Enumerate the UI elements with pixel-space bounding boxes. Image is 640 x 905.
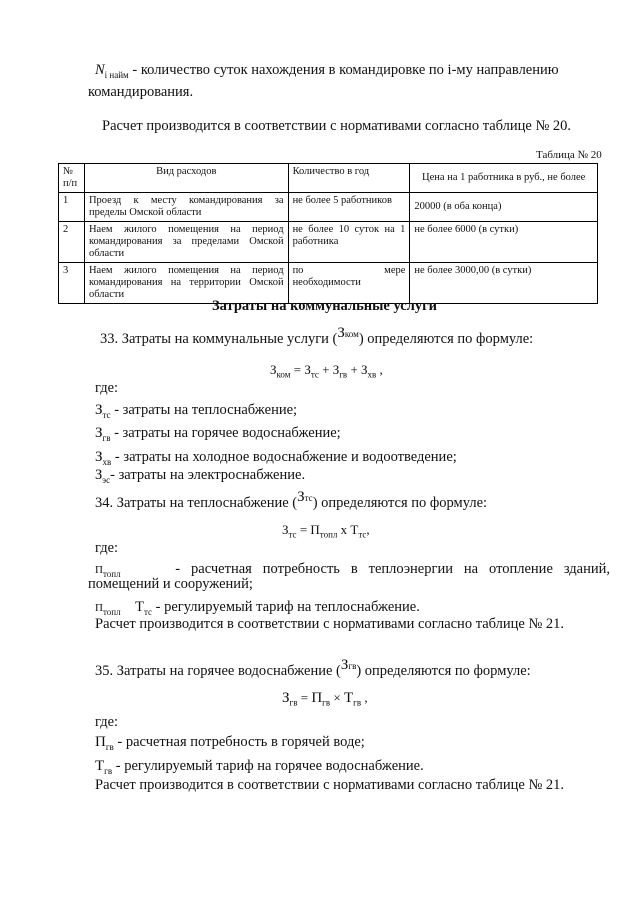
row3-num: 3 bbox=[59, 263, 85, 304]
row3-qty: по мере необходимости bbox=[288, 263, 410, 304]
row1-type: Проезд к месту командирования за пределы Омской области bbox=[84, 193, 288, 222]
intro-text: - количество суток нахождения в командировке по i-му направлению bbox=[132, 62, 559, 78]
paragraph-34: 34. Затраты на теплоснабжение ($^{Зтс}$) определяются по формуле: bbox=[95, 489, 488, 511]
row1-qty: не более 5 работников bbox=[288, 193, 410, 222]
row1-price: 20000 (в оба конца) bbox=[410, 193, 598, 222]
formula-35: $З_{гв} = П_{гв} \times Т_{гв}$ , bbox=[282, 690, 368, 708]
row3-price: не более 3000,00 (в сутки) bbox=[410, 263, 598, 304]
table21-reference-2: Расчет производится в соответствии с нормативами согласно таблице № 21. bbox=[95, 777, 565, 793]
row2-qty: не более 10 суток на 1 работника bbox=[288, 222, 410, 263]
def-zhv: $З_{хв}$ - затраты на холодное водоснабжение и водоотведение; bbox=[95, 449, 457, 467]
formula-34: $З_{тс} = П_{топл}$ х $Т_{тс}$, bbox=[282, 522, 370, 540]
table21-reference-1: Расчет производится в соответствии с нормативами согласно таблице № 21. bbox=[95, 616, 565, 632]
table-caption: Таблица № 20 bbox=[536, 149, 602, 161]
header-price: Цена на 1 работника в руб., не более bbox=[410, 164, 598, 193]
where-label-2: где: bbox=[95, 540, 119, 556]
def-zes: $З_{эс}-$ затраты на электроснабжение. bbox=[95, 467, 306, 485]
def-ttc: $П_{топл}$ $Т_{тс}$ - регулируемый тариф на теплоснабжение. bbox=[95, 599, 420, 617]
section-heading: Затраты на коммунальные услуги bbox=[212, 298, 438, 314]
row2-price: не более 6000 (в сутки) bbox=[410, 222, 598, 263]
def-zgv: $З_{гв}$ - затраты на горячее водоснабжение; bbox=[95, 425, 341, 443]
header-num: № п/п bbox=[59, 164, 85, 193]
def-ptopl-cont: помещений и сооружений; bbox=[88, 576, 253, 592]
table-row bbox=[59, 222, 598, 263]
expenses-table bbox=[58, 163, 598, 304]
paragraph-33: 33. Затраты на коммунальные услуги ($^{Зком}$) определяются по формуле: bbox=[100, 325, 534, 347]
def-ptopl: $П_{топл}$ - расчетная потребность в теплоэнергии на отопление зданий, bbox=[95, 561, 611, 579]
table20-reference: Расчет производится в соответствии с нормативами согласно таблице № 20. bbox=[102, 118, 572, 134]
intro-line-1: $N_{i найм}$ - количество суток нахождения в командировке по i-му направлению bbox=[95, 62, 559, 80]
row2-type: Наем жилого помещения на период командирования за пределами Омской области bbox=[84, 222, 288, 263]
formula-33: $З_{ком} = З_{тс} + З_{гв} + З_{хв}$ , bbox=[270, 362, 383, 380]
row3-type: Наем жилого помещения на период командирования на территории Омской области bbox=[84, 263, 288, 304]
header-qty: Количество в год bbox=[288, 164, 410, 193]
def-pgv: $П_{гв}$ - расчетная потребность в горячей воде; bbox=[95, 734, 365, 752]
header-type: Вид расходов bbox=[84, 164, 288, 193]
def-ztc: $З_{тс}$ - затраты на теплоснабжение; bbox=[95, 402, 298, 420]
table-header-row bbox=[59, 164, 598, 193]
where-label-3: где: bbox=[95, 714, 119, 730]
intro-line-2: командирования. bbox=[88, 84, 194, 100]
n-symbol: N bbox=[95, 62, 105, 78]
row1-num: 1 bbox=[59, 193, 85, 222]
def-tgv: $Т_{гв}$ - регулируемый тариф на горячее водоснабжение. bbox=[95, 758, 424, 776]
row2-num: 2 bbox=[59, 222, 85, 263]
table-row bbox=[59, 193, 598, 222]
paragraph-35: 35. Затраты на горячее водоснабжение ($^{Згв}$) определяются по формуле: bbox=[95, 657, 531, 679]
where-label-1: где: bbox=[95, 380, 119, 396]
